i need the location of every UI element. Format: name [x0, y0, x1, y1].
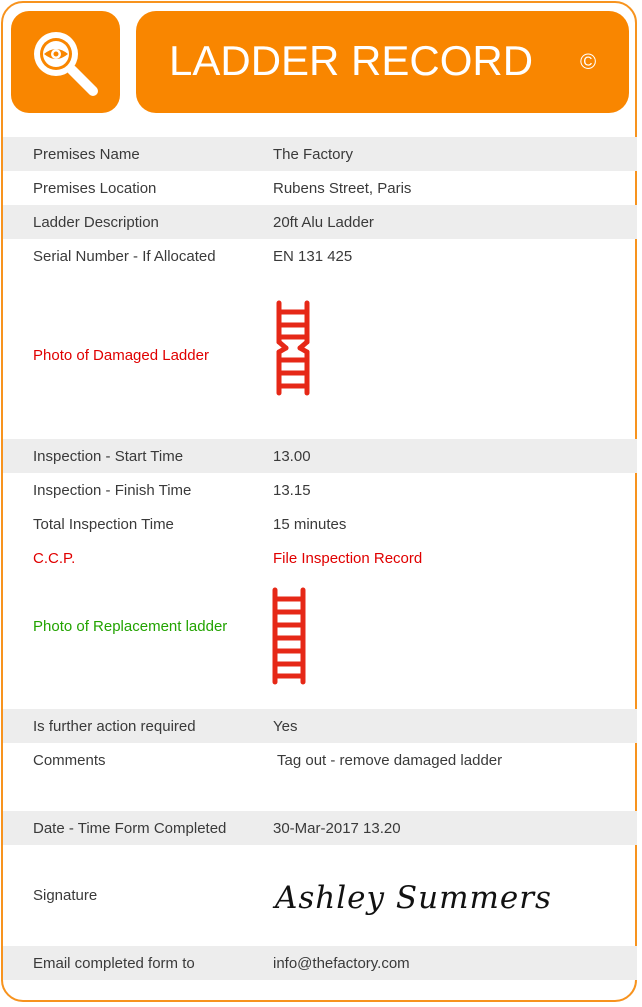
- row-comments: [3, 743, 637, 777]
- field-value[interactable]: The Factory: [273, 146, 354, 163]
- field-label: Photo of Replacement ladder: [33, 618, 228, 635]
- title-bar: [136, 11, 629, 113]
- field-value[interactable]: 13.15: [273, 482, 311, 499]
- row-total-time: [3, 507, 637, 541]
- row-start-time: [3, 439, 637, 473]
- field-label: Serial Number - If Allocated: [33, 248, 216, 265]
- field-label: Signature: [33, 887, 98, 904]
- field-label: Comments: [33, 752, 106, 769]
- row-finish-time: [3, 473, 637, 507]
- field-label: C.C.P.: [33, 550, 76, 567]
- logo-tile: [11, 11, 120, 113]
- field-value[interactable]: Tag out - remove damaged ladder: [277, 752, 503, 769]
- field-label: Email completed form to: [33, 955, 195, 972]
- field-value[interactable]: EN 131 425: [273, 248, 353, 265]
- row-further-action: [3, 709, 637, 743]
- field-value[interactable]: Rubens Street, Paris: [273, 180, 412, 197]
- field-label: Is further action required: [33, 718, 196, 735]
- field-label: Date - Time Form Completed: [33, 820, 227, 837]
- row-serial-number: [3, 239, 637, 273]
- field-label: Total Inspection Time: [33, 516, 174, 533]
- copyright-mark: ©: [580, 49, 597, 74]
- row-photo-damaged: [3, 338, 637, 372]
- field-value[interactable]: 15 minutes: [273, 516, 347, 533]
- row-photo-replacement: [3, 609, 637, 643]
- field-value[interactable]: 20ft Alu Ladder: [273, 214, 374, 231]
- field-label: Photo of Damaged Ladder: [33, 347, 209, 364]
- damaged-ladder-icon[interactable]: [272, 300, 314, 396]
- row-date-completed: [3, 811, 637, 845]
- row-email-to: [3, 946, 637, 980]
- row-ccp: [3, 541, 637, 575]
- field-value[interactable]: 30-Mar-2017 13.20: [273, 820, 401, 837]
- signature-field[interactable]: Ashley Summers: [275, 880, 552, 916]
- field-label: Premises Location: [33, 180, 157, 197]
- field-value[interactable]: Yes: [273, 718, 298, 735]
- row-premises-name: [3, 137, 637, 171]
- field-value[interactable]: 13.00: [273, 448, 311, 465]
- ladder-icon[interactable]: [268, 587, 310, 685]
- field-label: Premises Name: [33, 146, 140, 163]
- field-label: Inspection - Finish Time: [33, 482, 192, 499]
- eye-magnifier-icon: [25, 24, 105, 102]
- page-title: LADDER RECORD: [169, 37, 534, 84]
- file-inspection-record-link[interactable]: File Inspection Record: [273, 550, 423, 567]
- email-value[interactable]: info@thefactory.com: [273, 955, 410, 972]
- field-label: Inspection - Start Time: [33, 448, 184, 465]
- row-premises-location: [3, 171, 637, 205]
- field-label: Ladder Description: [33, 214, 159, 231]
- row-ladder-description: [3, 205, 637, 239]
